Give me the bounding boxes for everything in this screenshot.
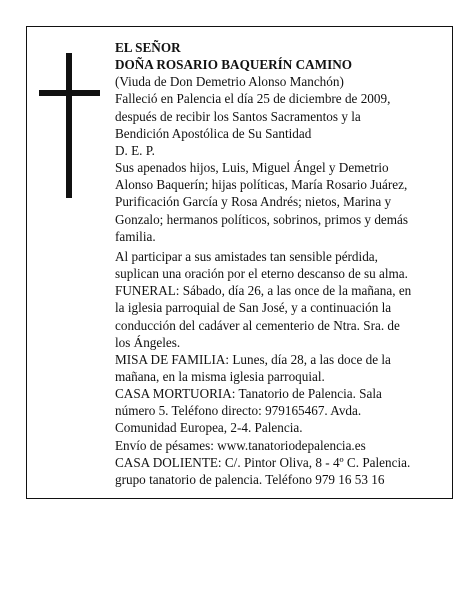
prayer-line: suplican una oración por el eterno descanso de su alma. [115, 266, 408, 282]
deceased-name: DOÑA ROSARIO BAQUERÍN CAMINO [115, 57, 353, 73]
notice-title: EL SEÑOR [115, 40, 181, 55]
casa-mortuoria-line: CASA MORTUORIA: Tanatorio de Palencia. Sala [115, 386, 382, 402]
death-line: después de recibir los Santos Sacramentos y la [115, 108, 361, 124]
death-line: Falleció en Palencia el día 25 de diciembre de 2009, [115, 91, 391, 107]
funeral-line: FUNERAL: Sábado, día 26, a las once de la mañana, en [115, 283, 412, 299]
family-line: Sus apenados hijos, Luis, Miguel Ángel y Demetrio [115, 160, 389, 176]
funeral-line: conducción del cadáver al cementerio de Ntra. Sra. de [115, 317, 400, 333]
prayer-paragraph [115, 248, 449, 282]
funeral-paragraph [115, 282, 449, 351]
cross-vertical-bar [66, 53, 72, 198]
death-paragraph [115, 90, 449, 141]
casa-doliente-paragraph [115, 454, 449, 488]
family-line: Purificación García y Rosa Andrés; nietos, Marina y [115, 194, 392, 210]
family-paragraph [115, 159, 449, 245]
misa-line: MISA DE FAMILIA: Lunes, día 28, a las doce de la [115, 351, 391, 367]
cross-horizontal-bar [39, 90, 100, 96]
prayer-line: Al participar a sus amistades tan sensible pérdida, [115, 248, 378, 264]
funeral-line: los Ángeles. [115, 334, 181, 350]
widow-line: (Viuda de Don Demetrio Alonso Manchón) [115, 74, 344, 90]
family-line: Gonzalo; hermanos políticos, sobrinos, primos y demás [115, 211, 409, 227]
family-line: Alonso Baquerín; hijas políticas, María Rosario Juárez, [115, 177, 408, 193]
misa-paragraph [115, 351, 449, 385]
pesames-line: Envío de pésames: www.tanatoriodepalencia.es [115, 437, 366, 453]
casa-doliente-line: grupo tanatorio de palencia. Teléfono 979 16 53 16 [115, 471, 385, 487]
casa-mortuoria-paragraph [115, 385, 449, 436]
funeral-line: la iglesia parroquial de San José, y a continuación la [115, 300, 392, 316]
casa-mortuoria-line: Comunidad Europea, 2-4. Palencia. [115, 420, 303, 436]
cross-icon [27, 27, 107, 227]
misa-line: mañana, en la misma iglesia parroquial. [115, 368, 325, 384]
death-line: Bendición Apostólica de Su Santidad [115, 125, 312, 141]
obituary-notice [26, 26, 453, 499]
family-line: familia. [115, 228, 156, 244]
casa-mortuoria-line: número 5. Teléfono directo: 979165467. Avda. [115, 403, 362, 419]
dep-line: D. E. P. [115, 142, 155, 158]
casa-doliente-line: CASA DOLIENTE: C/. Pintor Oliva, 8 - 4º C. Palencia. [115, 454, 411, 470]
obituary-text [115, 39, 449, 488]
